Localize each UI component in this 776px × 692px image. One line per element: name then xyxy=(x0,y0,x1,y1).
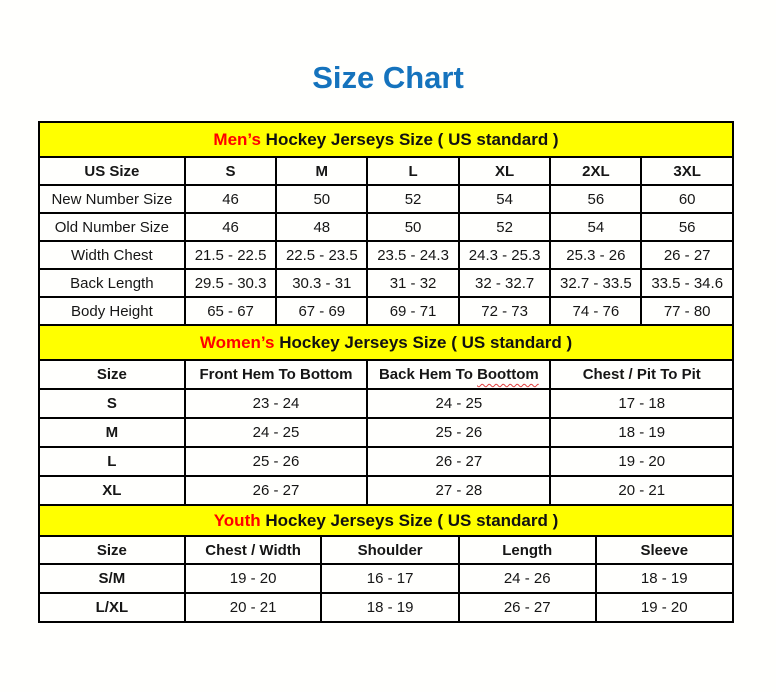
mens-heading-rest: Hockey Jerseys Size ( US standard ) xyxy=(260,129,559,149)
youth-table-row xyxy=(39,593,733,622)
womens-size-cell: 24 - 25 xyxy=(185,418,368,447)
youth-size-cell: 19 - 20 xyxy=(185,564,322,593)
mens-column-header: XL xyxy=(459,157,551,185)
youth-column-header: Size xyxy=(39,536,185,564)
womens-table-row xyxy=(39,418,733,447)
womens-table-row xyxy=(39,389,733,418)
mens-size-cell: 52 xyxy=(367,185,459,213)
mens-size-cell: 23.5 - 24.3 xyxy=(367,241,459,269)
mens-size-cell: 46 xyxy=(185,213,277,241)
womens-size-cell: 20 - 21 xyxy=(550,476,733,505)
womens-heading-rest: Hockey Jerseys Size ( US standard ) xyxy=(274,332,573,352)
mens-column-header: 3XL xyxy=(641,157,733,185)
mens-table-row xyxy=(39,269,733,297)
mens-column-header: S xyxy=(185,157,277,185)
mens-size-cell: 48 xyxy=(276,213,367,241)
mens-size-cell: 26 - 27 xyxy=(641,241,733,269)
mens-size-cell: 52 xyxy=(459,213,551,241)
youth-section-heading xyxy=(39,505,733,536)
mens-table-row xyxy=(39,185,733,213)
womens-size-cell: 19 - 20 xyxy=(550,447,733,476)
mens-row-label: Body Height xyxy=(39,297,185,325)
womens-size-cell: 18 - 19 xyxy=(550,418,733,447)
womens-heading-highlight: Women’s xyxy=(199,332,275,352)
mens-size-cell: 69 - 71 xyxy=(367,297,459,325)
mens-size-cell: 54 xyxy=(550,213,641,241)
mens-size-cell: 50 xyxy=(367,213,459,241)
youth-size-cell: 24 - 26 xyxy=(459,564,596,593)
womens-size-cell: 23 - 24 xyxy=(185,389,368,418)
mens-size-cell: 56 xyxy=(641,213,733,241)
mens-size-cell: 72 - 73 xyxy=(459,297,551,325)
mens-size-cell: 30.3 - 31 xyxy=(276,269,367,297)
size-chart-tables xyxy=(38,121,734,623)
youth-heading-rest: Hockey Jerseys Size ( US standard ) xyxy=(260,510,559,530)
mens-size-cell: 46 xyxy=(185,185,277,213)
mens-table-row xyxy=(39,241,733,269)
womens-size-table xyxy=(38,324,734,506)
youth-row-label: S/M xyxy=(39,564,185,593)
mens-column-header: US Size xyxy=(39,157,185,185)
mens-size-cell: 22.5 - 23.5 xyxy=(276,241,367,269)
womens-size-cell: 26 - 27 xyxy=(367,447,550,476)
mens-column-header: M xyxy=(276,157,367,185)
mens-heading-highlight: Men’s xyxy=(213,129,261,149)
mens-size-cell: 32.7 - 33.5 xyxy=(550,269,641,297)
youth-row-label: L/XL xyxy=(39,593,185,622)
mens-size-cell: 50 xyxy=(276,185,367,213)
youth-size-cell: 18 - 19 xyxy=(596,564,733,593)
mens-row-label: New Number Size xyxy=(39,185,185,213)
womens-table-row xyxy=(39,476,733,505)
womens-size-cell: 27 - 28 xyxy=(367,476,550,505)
mens-size-cell: 33.5 - 34.6 xyxy=(641,269,733,297)
youth-column-header: Length xyxy=(459,536,596,564)
mens-size-cell: 65 - 67 xyxy=(185,297,277,325)
womens-size-cell: 26 - 27 xyxy=(185,476,368,505)
mens-size-table xyxy=(38,121,734,326)
misspelled-word-wavy-underline: Boottom xyxy=(477,366,539,383)
mens-size-cell: 67 - 69 xyxy=(276,297,367,325)
youth-size-cell: 19 - 20 xyxy=(596,593,733,622)
mens-size-cell: 21.5 - 22.5 xyxy=(185,241,277,269)
womens-table-row xyxy=(39,447,733,476)
mens-table-row xyxy=(39,213,733,241)
womens-size-cell: 17 - 18 xyxy=(550,389,733,418)
womens-row-label: S xyxy=(39,389,185,418)
mens-row-label: Back Length xyxy=(39,269,185,297)
mens-column-header: L xyxy=(367,157,459,185)
womens-section-heading xyxy=(39,325,733,360)
womens-row-label: M xyxy=(39,418,185,447)
mens-section-heading xyxy=(39,122,733,157)
mens-size-cell: 24.3 - 25.3 xyxy=(459,241,551,269)
mens-size-cell: 25.3 - 26 xyxy=(550,241,641,269)
mens-column-header: 2XL xyxy=(550,157,641,185)
mens-size-cell: 54 xyxy=(459,185,551,213)
youth-size-cell: 16 - 17 xyxy=(321,564,458,593)
mens-row-label: Old Number Size xyxy=(39,213,185,241)
youth-column-header: Shoulder xyxy=(321,536,458,564)
page-title: Size Chart xyxy=(312,60,464,95)
mens-size-cell: 31 - 32 xyxy=(367,269,459,297)
womens-column-header: Size xyxy=(39,360,185,389)
mens-size-cell: 74 - 76 xyxy=(550,297,641,325)
mens-size-cell: 56 xyxy=(550,185,641,213)
youth-size-table xyxy=(38,504,734,623)
womens-column-header: Chest / Pit To Pit xyxy=(550,360,733,389)
mens-size-cell: 60 xyxy=(641,185,733,213)
youth-column-header: Sleeve xyxy=(596,536,733,564)
youth-size-cell: 26 - 27 xyxy=(459,593,596,622)
youth-size-cell: 18 - 19 xyxy=(321,593,458,622)
mens-row-label: Width Chest xyxy=(39,241,185,269)
womens-column-header: Back Hem To Boottom xyxy=(367,360,550,389)
mens-size-cell: 29.5 - 30.3 xyxy=(185,269,277,297)
mens-table-row xyxy=(39,297,733,325)
womens-row-label: L xyxy=(39,447,185,476)
youth-table-row xyxy=(39,564,733,593)
womens-size-cell: 25 - 26 xyxy=(185,447,368,476)
youth-column-header: Chest / Width xyxy=(185,536,322,564)
womens-column-header: Front Hem To Bottom xyxy=(185,360,368,389)
womens-size-cell: 24 - 25 xyxy=(367,389,550,418)
youth-heading-highlight: Youth xyxy=(213,510,261,530)
womens-size-cell: 25 - 26 xyxy=(367,418,550,447)
youth-size-cell: 20 - 21 xyxy=(185,593,322,622)
mens-size-cell: 32 - 32.7 xyxy=(459,269,551,297)
womens-row-label: XL xyxy=(39,476,185,505)
mens-size-cell: 77 - 80 xyxy=(641,297,733,325)
